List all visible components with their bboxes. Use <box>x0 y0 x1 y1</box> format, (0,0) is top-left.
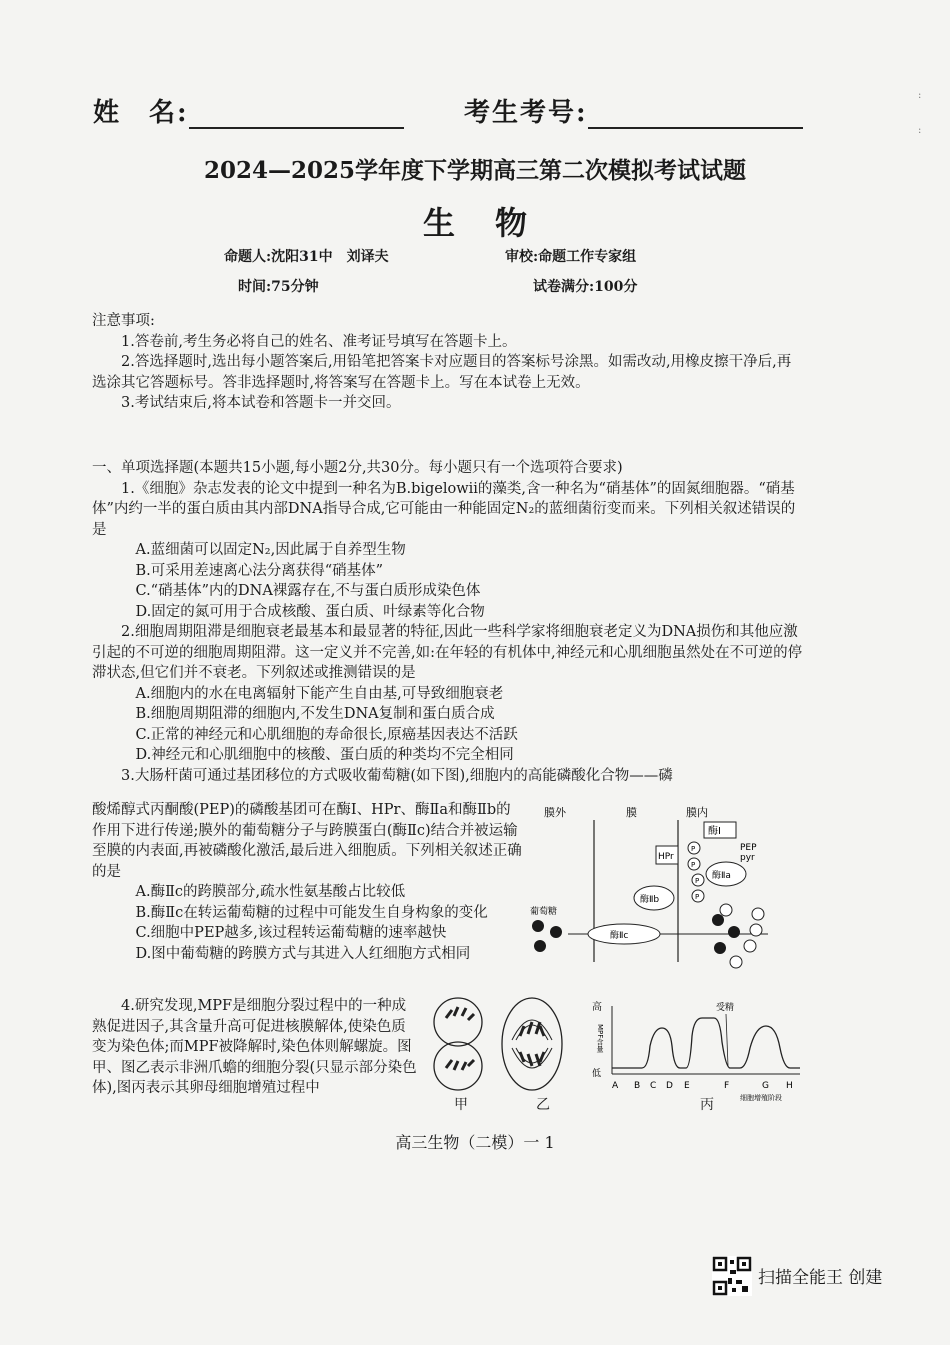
phosphate-label: P <box>691 845 696 853</box>
id-label: 考生考号: <box>464 98 588 128</box>
phosphate-icon <box>720 904 732 916</box>
q3-option-a: A.酶Ⅱc的跨膜部分,疏水性氨基酸占比较低 <box>135 884 406 900</box>
label-bing: 丙 <box>700 1097 714 1113</box>
page-footer: 高三生物（二模）一 1 <box>395 1133 555 1152</box>
label-enzyme2a: 酶Ⅱa <box>712 871 731 881</box>
notes-heading: 注意事项: <box>92 313 155 329</box>
q3-stem-first-line: 3.大肠杆菌可通过基团移位的方式吸收葡萄糖(如下图),细胞内的高能磷酸化合物——磷 <box>121 767 673 784</box>
chart-tick: B <box>634 1081 641 1091</box>
spindle-fibers <box>512 1020 552 1068</box>
notes-block <box>92 311 804 414</box>
glucose-icon <box>532 920 544 932</box>
id-blank <box>588 127 803 129</box>
reviewer: 审校:命题工作专家组 <box>505 249 637 265</box>
q3-diagram <box>528 802 803 974</box>
phosphate-icon <box>730 956 742 968</box>
label-hpr: HPr <box>658 852 674 862</box>
note-item: 3.考试结束后,将本试卷和答题卡一并交回。 <box>121 395 401 411</box>
q1-stem: 1.《细胞》杂志发表的论文中提到一种名为B.bigelowii的藻类,含一种名为“硝基体”的固氮细胞器。“硝基体”内约一半的蛋白质由其内部DNA指导合成,它可能由一种能固定N₂的蓝细菌衍变而来。下列相关叙述错误的是 <box>92 480 796 538</box>
label-glucose: 葡萄糖 <box>530 907 558 917</box>
label-inside: 膜内 <box>686 806 708 819</box>
glucose-icon <box>714 942 726 954</box>
cell-yi-outline <box>502 998 562 1090</box>
label-enzyme1: 酶Ⅰ <box>708 826 721 837</box>
q4-cell-figures <box>420 996 580 1108</box>
qr-code-icon <box>712 1256 752 1296</box>
chart-tick: C <box>650 1081 657 1091</box>
phosphate-icon <box>752 908 764 920</box>
cell-jia-bottom <box>434 1042 482 1090</box>
chart-tick: D <box>666 1081 673 1091</box>
mpf-chart <box>590 996 805 1108</box>
chart-high-label: 高 <box>592 1002 602 1013</box>
q2-option-b: B.细胞周期阻滞的细胞内,不发生DNA复制和蛋白质合成 <box>135 706 495 722</box>
chromosome-shape <box>520 1022 544 1066</box>
mpf-curve <box>612 1018 800 1068</box>
q2-option-d: D.神经元和心肌细胞中的核酸、蛋白质的种类均不完全相同 <box>135 747 514 763</box>
chromosome-shape <box>446 1007 474 1020</box>
q2-option-a: A.细胞内的水在电离辐射下能产生自由基,可导致细胞衰老 <box>135 685 504 702</box>
q2-option-c: C.正常的神经元和心肌细胞的寿命很长,原癌基因表达不活跃 <box>135 726 518 743</box>
cell-yi <box>502 998 562 1090</box>
section-heading: 一、单项选择题(本题共15小题,每小题2分,共30分。每小题只有一个选项符合要求) <box>92 460 623 476</box>
phosphate-label: P <box>695 893 700 901</box>
chart-xlabel: 细胞增殖阶段 <box>740 1094 782 1102</box>
chart-ylabel: MPF含量 <box>596 1024 604 1053</box>
chart-tick: A <box>612 1081 619 1091</box>
q1-option-b: B.可采用差速离心法分离获得“硝基体” <box>135 562 384 579</box>
questions-block <box>92 458 804 786</box>
chromosome-shape <box>446 1060 474 1070</box>
edge-mark: : <box>918 125 922 136</box>
exam-score: 试卷满分:100分 <box>533 279 638 295</box>
q3-block <box>92 800 522 964</box>
id-field <box>464 92 803 129</box>
label-jia: 甲 <box>454 1097 468 1113</box>
chart-fert-label: 受精 <box>716 1003 735 1013</box>
q1-option-a: A.蓝细菌可以固定N₂,因此属于自养型生物 <box>135 542 406 558</box>
q4-block <box>92 996 417 1099</box>
exam-time: 时间:75分钟 <box>238 279 319 295</box>
note-item: 2.答选择题时,选出每小题答案后,用铅笔把答案卡对应题目的答案标号涂黑。如需改动,用橡皮擦干净后,再选涂其它答题标号。答非选择题时,将答案写在答题卡上。写在本试卷上无效。 <box>92 354 792 391</box>
exam-title: 2024—2025学年度下学期高三第二次模拟考试试题 <box>203 157 747 184</box>
label-yi: 乙 <box>536 1097 550 1113</box>
label-pyr: pyr <box>740 853 755 863</box>
q3-option-b: B.酶Ⅱc在转运葡萄糖的过程中可能发生自身构象的变化 <box>135 904 488 921</box>
phosphate-icon <box>744 940 756 952</box>
chart-tick: H <box>786 1081 793 1091</box>
fert-arrow <box>726 1014 728 1066</box>
q2-stem: 2.细胞周期阻滞是细胞衰老最基本和最显著的特征,因此一些科学家将细胞衰老定义为DNA损伤和其他应激引起的不可逆的细胞周期阻滞。这一定义并不完善,如:在年轻的有机体中,神经元和心肌细胞虽然处在不可逆的停滞状态,但它们并不衰老。下列叙述或推测错误的是 <box>92 624 803 681</box>
chart-tick: E <box>684 1081 690 1091</box>
glucose-icon <box>550 926 562 938</box>
subject-title: 生物 <box>422 204 567 242</box>
q3-option-c: C.细胞中PEP越多,该过程转运葡萄糖的速率越快 <box>135 925 447 941</box>
q3-option-d: D.图中葡萄糖的跨膜方式与其进入人红细胞方式相同 <box>135 945 471 962</box>
name-field <box>93 92 404 129</box>
label-enzyme2c: 酶Ⅱc <box>610 931 629 941</box>
name-label: 姓 名: <box>93 98 189 128</box>
phosphate-icon <box>750 924 762 936</box>
name-blank <box>189 127 404 129</box>
q3-stem: 酸烯醇式丙酮酸(PEP)的磷酸基团可在酶Ⅰ、HPr、酶Ⅱa和酶Ⅱb的作用下进行传递;膜外的葡萄糖分子与跨膜蛋白(酶Ⅱc)结合并被运输至膜的内表面,再被磷酸化激活,最后进入细胞质。下列相关叙述正确的是 <box>92 802 522 880</box>
phosphate-label: P <box>695 877 700 885</box>
label-enzyme2b: 酶Ⅱb <box>640 895 660 905</box>
q1-option-c: C.“硝基体”内的DNA裸露存在,不与蛋白质形成染色体 <box>135 583 481 599</box>
scanner-watermark: 扫描全能王 创建 <box>758 1268 883 1288</box>
chart-tick: G <box>762 1081 769 1091</box>
note-item: 1.答卷前,考生务必将自己的姓名、准考证号填写在答题卡上。 <box>121 333 517 350</box>
q1-option-d: D.固定的氮可用于合成核酸、蛋白质、叶绿素等化合物 <box>135 603 485 620</box>
glucose-icon <box>712 914 724 926</box>
glucose-icon <box>728 926 740 938</box>
glucose-icon <box>534 940 546 952</box>
chart-low-label: 低 <box>592 1069 602 1079</box>
q4-stem: 4.研究发现,MPF是细胞分裂过程中的一种成熟促进因子,其含量升高可促进核膜解体,使染色质变为染色体;而MPF被降解时,染色体则解螺旋。图甲、图乙表示非洲爪蟾的细胞分裂(只显示部分染色体),图丙表示其卵母细胞增殖过程中 <box>92 998 417 1096</box>
label-pep: PEP <box>740 843 757 853</box>
cell-jia-top <box>434 998 482 1046</box>
label-outside: 膜外 <box>544 806 566 819</box>
phosphate-label: P <box>691 861 696 869</box>
author: 命题人:沈阳31中 刘译夫 <box>224 249 389 265</box>
label-membrane: 膜 <box>626 806 637 819</box>
edge-mark: : <box>918 90 922 101</box>
chart-tick: F <box>724 1081 730 1091</box>
cell-jia <box>434 998 482 1090</box>
